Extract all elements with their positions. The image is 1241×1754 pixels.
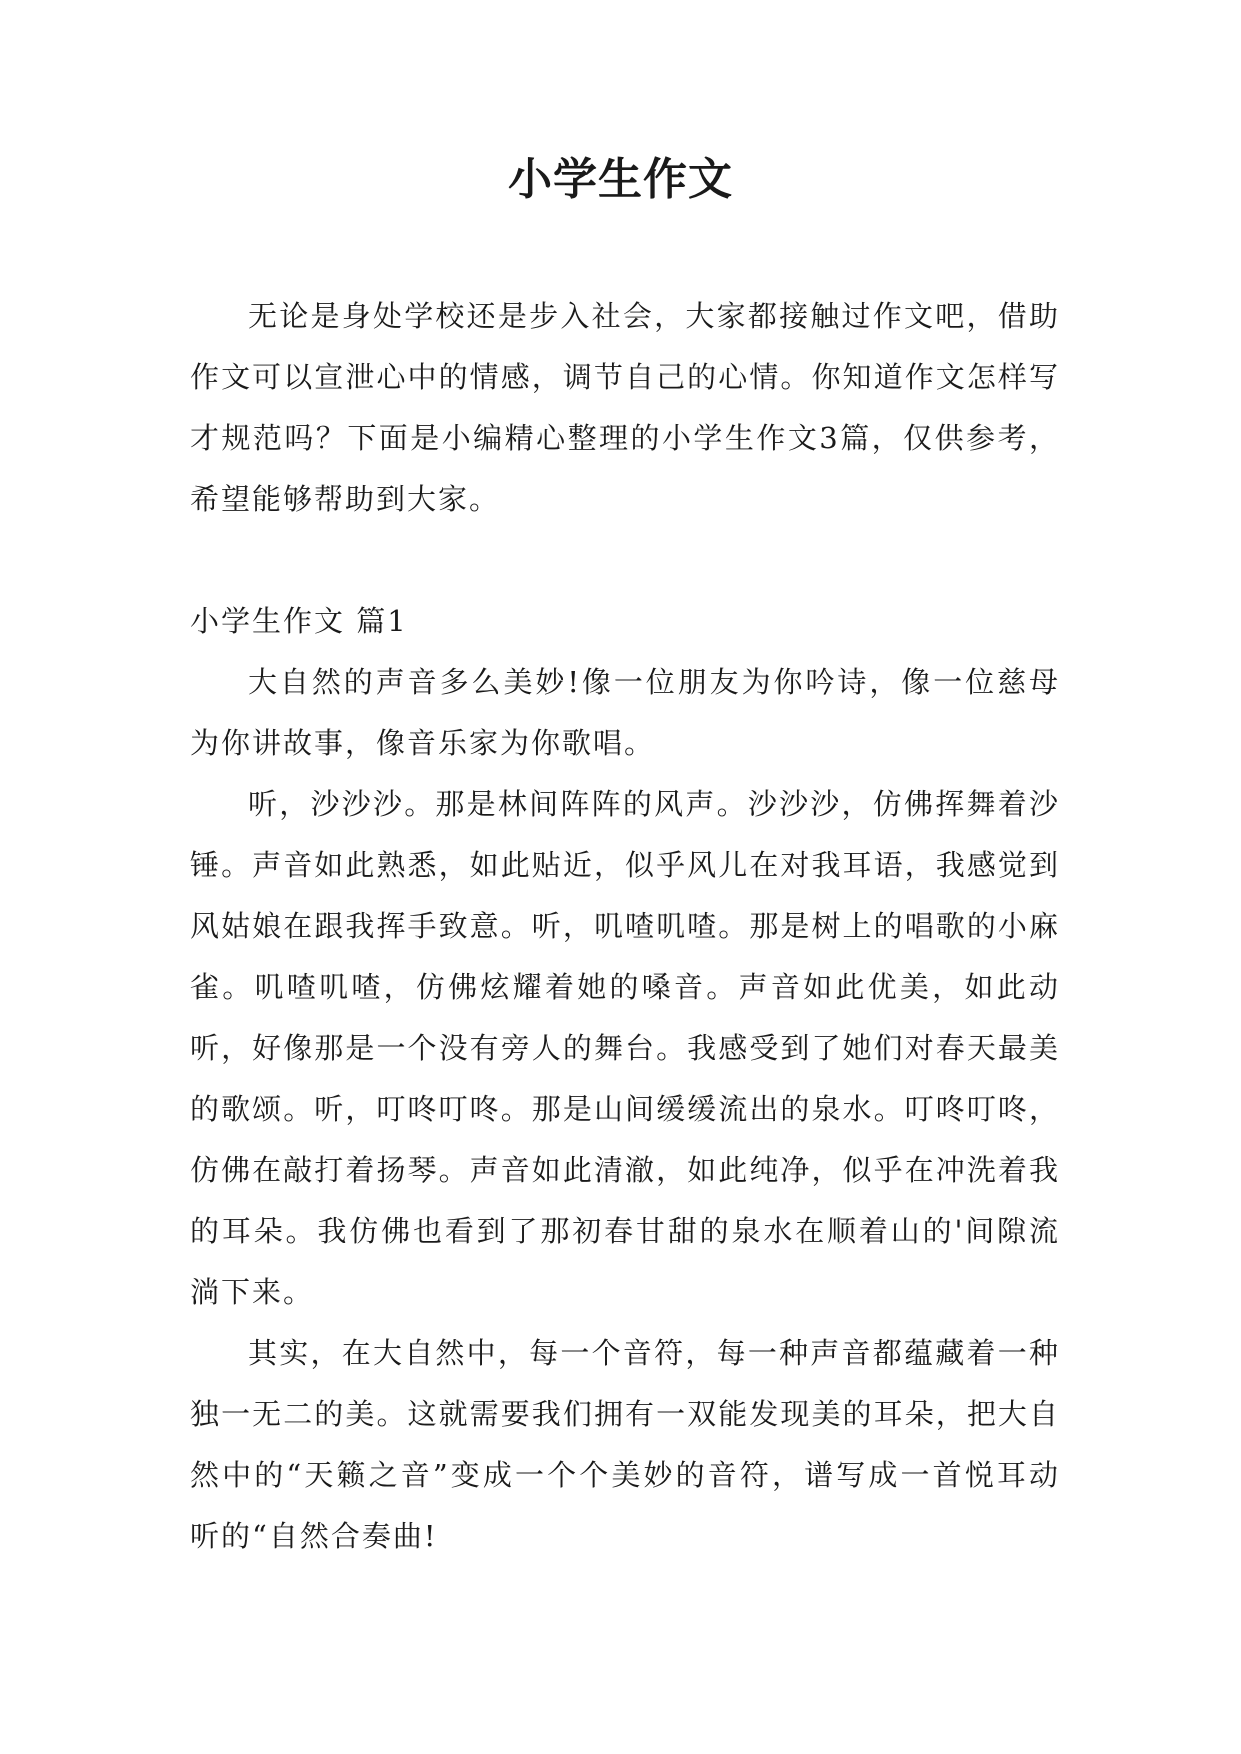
section-heading: 小学生作文 篇1 bbox=[190, 604, 408, 638]
body-paragraph-3: 其实，在大自然中，每一个音符，每一种声音都蕴藏着一种独一无二的美。这就需要我们拥有一双能发现美的耳朵，把大自然中的“天籁之音”变成一个个美妙的音符，谱写成一首悦耳动听的“自然合奏曲! bbox=[190, 1336, 1060, 1553]
intro-paragraph: 无论是身处学校还是步入社会，大家都接触过作文吧，借助作文可以宣泄心中的情感，调节自己的心情。你知道作文怎样写才规范吗？下面是小编精心整理的小学生作文3篇，仅供参考，希望能够帮助到大家。 bbox=[190, 299, 1060, 516]
body-paragraph-1: 大自然的声音多么美妙!像一位朋友为你吟诗，像一位慈母为你讲故事，像音乐家为你歌唱。 bbox=[190, 665, 1060, 760]
document-title: 小学生作文 bbox=[508, 154, 733, 205]
document-body bbox=[190, 286, 1060, 1567]
body-paragraph-2: 听，沙沙沙。那是林间阵阵的风声。沙沙沙，仿佛挥舞着沙锤。声音如此熟悉，如此贴近，似乎风儿在对我耳语，我感觉到风姑娘在跟我挥手致意。听，叽喳叽喳。那是树上的唱歌的小麻雀。叽喳叽喳，仿佛炫耀着她的嗓音。声音如此优美，如此动听，好像那是一个没有旁人的舞台。我感受到了她们对春天最美的歌颂。听，叮咚叮咚。那是山间缓缓流出的泉水。叮咚叮咚，仿佛在敲打着扬琴。声音如此清澈，如此纯净，似乎在冲洗着我的耳朵。我仿佛也看到了那初春甘甜的泉水在顺着山的'间隙流淌下来。 bbox=[190, 787, 1060, 1309]
